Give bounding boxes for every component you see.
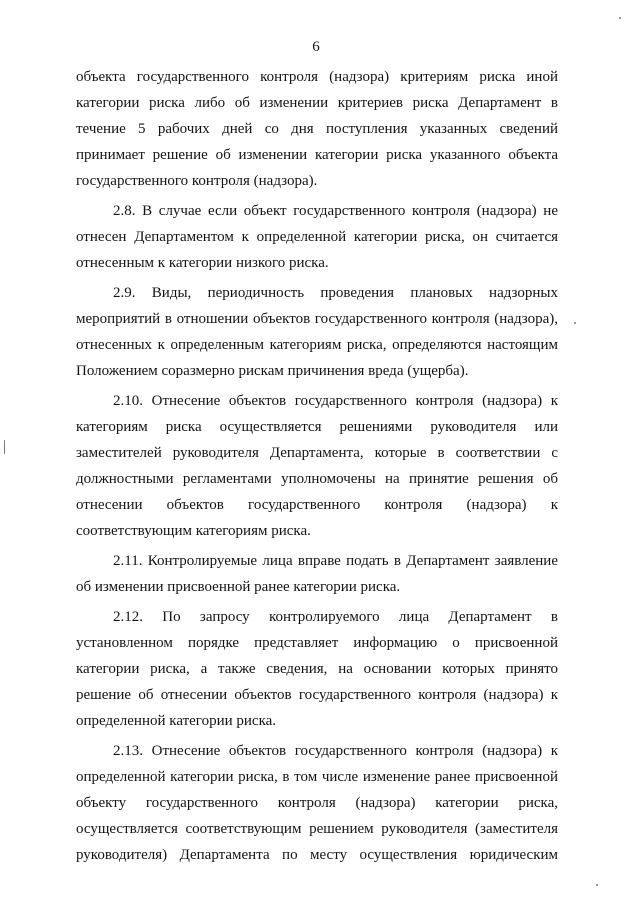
page-number: 6: [312, 39, 320, 55]
paragraph-2-13: 2.13. Отнесение объектов государственного контроля (надзора) к определенной категории риска, в том числе изменение ранее присвоенной объекту государственного контроля (надзора) категории риска, осуществляется соответствующим решением руководителя (заместителя руководителя) Департамента по месту осуществления юридическим: [76, 743, 558, 863]
scan-speck: [574, 322, 576, 324]
scan-edge-mark: [4, 440, 5, 454]
paragraph-2-10: 2.10. Отнесение объектов государственного контроля (надзора) к категориям риска осуществляется решениями руководителя или заместителей руководителя Департамента, которые в соответствии с должностными регламентами уполномочены на принятие решения об отнесении объектов государственного контроля (надзора) к соответствующим категориям риска.: [76, 393, 558, 539]
document-body: [76, 64, 558, 868]
scan-speck: [619, 17, 621, 19]
paragraph-2-11: 2.11. Контролируемые лица вправе подать в Департамент заявление об изменении присвоенной ранее категории риска.: [76, 553, 558, 595]
paragraph-2-8: 2.8. В случае если объект государственного контроля (надзора) не отнесен Департаментом к определенной категории риска, он считается отнесенным к категории низкого риска.: [76, 203, 558, 271]
paragraph-continuation: объекта государственного контроля (надзора) критериям риска иной категории риска либо об изменении критериев риска Департамент в течение 5 рабочих дней со дня поступления указанных сведений принимает решение об изменении категории риска указанного объекта государственного контроля (надзора).: [76, 69, 558, 189]
scan-speck: [596, 884, 598, 886]
paragraph-2-9: 2.9. Виды, периодичность проведения плановых надзорных мероприятий в отношении объектов государственного контроля (надзора), отнесенных к определенным категориям риска, определяются настоящим Положением соразмерно рискам причинения вреда (ущерба).: [76, 285, 558, 379]
paragraph-2-12: 2.12. По запросу контролируемого лица Департамент в установленном порядке представляет информацию о присвоенной категории риска, а также сведения, на основании которых принято решение об отнесении объектов государственного контроля (надзора) к определенной категории риска.: [76, 609, 558, 729]
